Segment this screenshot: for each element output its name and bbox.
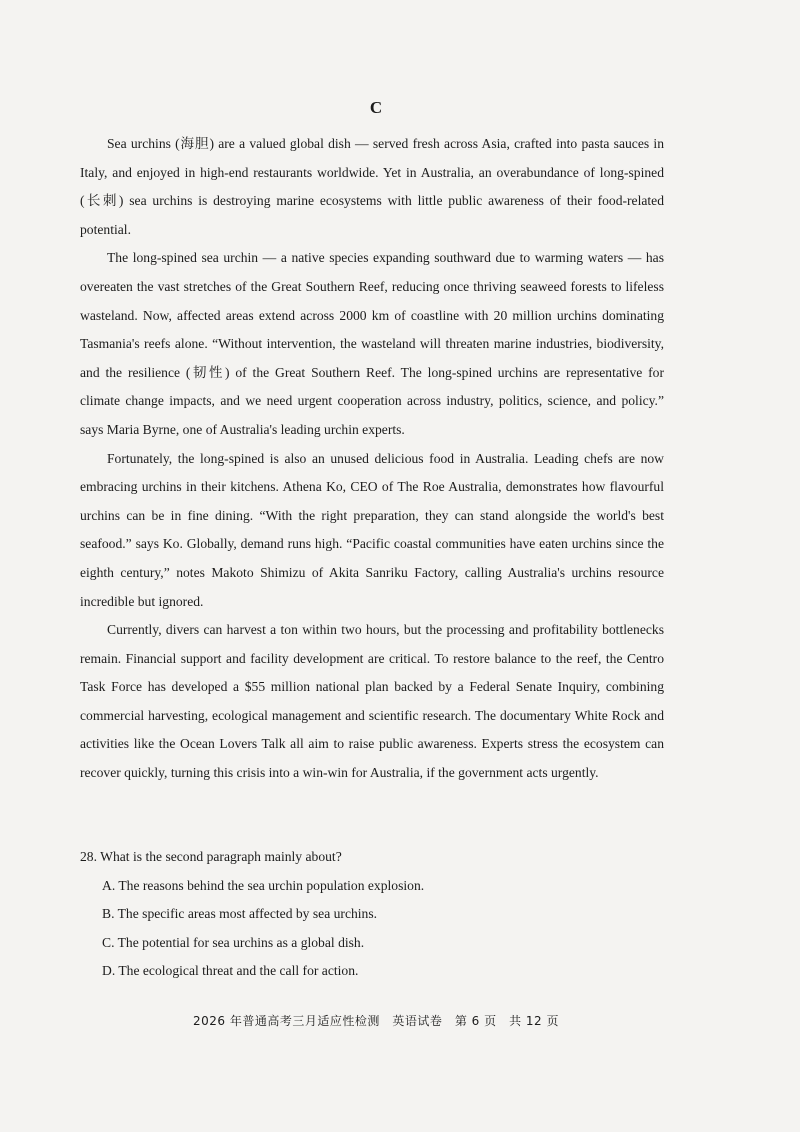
answer-options [80,872,664,986]
option-a: A. The reasons behind the sea urchin population explosion. [102,877,425,893]
section-letter: C [369,98,383,117]
paragraph-1: Sea urchins (海胆) are a valued global dish — served fresh across Asia, crafted into pasta sauces in Italy, and enjoyed in high-end restaurants worldwide. Yet in Australia, an overabundance of long-spined (长刺) sea urchins is destroying marine ecosystems with little public awareness of their food-related potential. [80,136,664,237]
option-c: C. The potential for sea urchins as a global dish. [102,934,365,950]
question-stem: 28. What is the second paragraph mainly about? [80,849,342,864]
option-d: D. The ecological threat and the call for action. [102,963,359,979]
paragraph-3: Fortunately, the long-spined is also an unused delicious food in Australia. Leading chefs are now embracing urchins in their kitchens. Athena Ko, CEO of The Roe Australia, demonstrates how flavourful urchins can be in fine dining. “With the right preparation, they can stand alongside the world's best seafood.” says Ko. Globally, demand runs high. “Pacific coastal communities have eaten urchins since the eighth century,” notes Makoto Shimizu of Akita Sanriku Factory, calling Australia's urchins resource incredible but ignored. [80,450,664,609]
paragraph-2: The long-spined sea urchin — a native species expanding southward due to warming waters — has overeaten the vast stretches of the Great Southern Reef, reducing once thriving seaweed forests to lifeless wasteland. Now, affected areas extend across 2000 km of coastline with 20 million urchins dominating Tasmania's reefs alone. “Without intervention, the wasteland will threaten marine industries, biodiversity, and the resilience (韧性) of the Great Southern Reef. The long-spined urchins are representative for climate change impacts, and we need urgent cooperation across industry, politics, science, and policy.” says Maria Byrne, one of Australia's leading urchin experts. [80,250,664,437]
reading-passage [80,130,664,788]
page-footer: 2026 年普通高考三月适应性检测 英语试卷 第 6 页 共 12 页 [192,1014,560,1028]
question-28 [80,843,664,986]
option-b: B. The specific areas most affected by sea urchins. [102,906,378,922]
paragraph-4: Currently, divers can harvest a ton within two hours, but the processing and profitability bottlenecks remain. Financial support and facility development are critical. To restore balance to the reef, the Centro Task Force has developed a $55 million national plan backed by a Federal Senate Inquiry, combining commercial harvesting, ecological management and scientific research. The documentary White Rock and activities like the Ocean Lovers Talk all aim to raise public awareness. Experts stress the ecosystem can recover quickly, turning this crisis into a win-win for Australia, if the government acts urgently. [80,622,664,781]
